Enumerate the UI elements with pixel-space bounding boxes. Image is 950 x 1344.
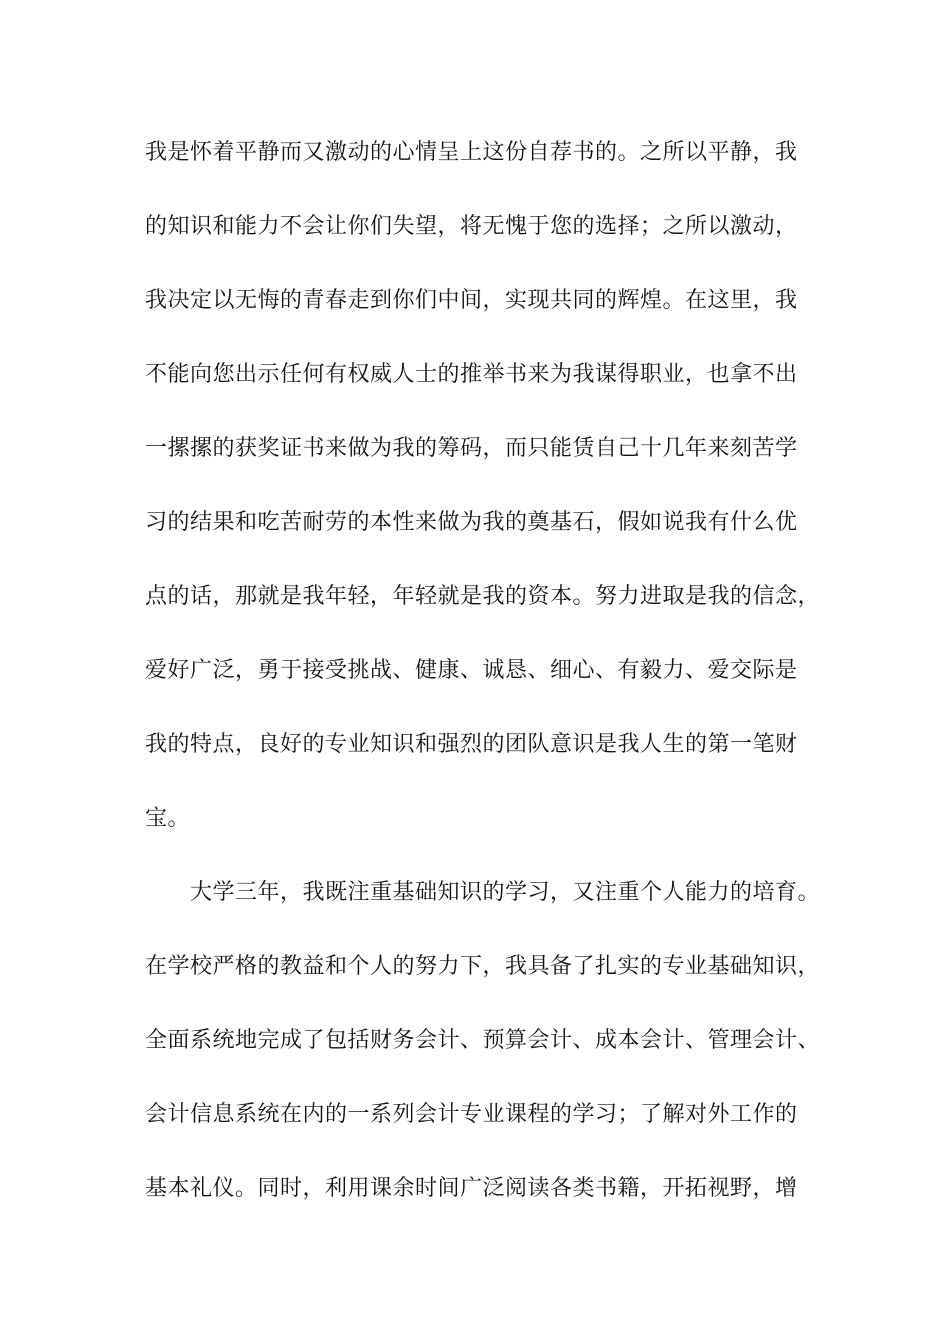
paragraph-2-line-2: 在学校严格的教益和个人的努力下，我具备了扎实的专业基础知识， (145, 954, 821, 979)
paragraph-1-line-1: 我是怀着平静而又激动的心情呈上这份自荐书的。之所以平静，我 (145, 140, 798, 165)
paragraph-1-line-7: 点的话，那就是我年轻，年轻就是我的资本。努力进取是我的信念， (145, 584, 821, 609)
paragraph-1-line-9: 我的特点，良好的专业知识和强烈的团队意识是我人生的第一笔财 (145, 732, 798, 757)
paragraph-1-line-3: 我决定以无悔的青春走到你们中间，实现共同的辉煌。在这里，我 (145, 288, 798, 313)
paragraph-2-line-4: 会计信息系统在内的一系列会计专业课程的学习；了解对外工作的 (145, 1102, 798, 1127)
paragraph-1-line-8: 爱好广泛，勇于接受挑战、健康、诚恳、细心、有毅力、爱交际是 (145, 658, 798, 683)
paragraph-1-line-4: 不能向您出示任何有权威人士的推举书来为我谋得职业，也拿不出 (145, 362, 798, 387)
paragraph-2-line-3: 全面系统地完成了包括财务会计、预算会计、成本会计、管理会计、 (145, 1028, 821, 1053)
paragraph-1-line-6: 习的结果和吃苦耐劳的本性来做为我的奠基石，假如说我有什么优 (145, 510, 798, 535)
paragraph-1-line-2: 的知识和能力不会让你们失望，将无愧于您的选择；之所以激动， (145, 214, 798, 239)
paragraph-1-line-10: 宝。 (145, 806, 191, 831)
paragraph-2-line-1: 大学三年，我既注重基础知识的学习，又注重个人能力的培育。 (145, 880, 821, 905)
paragraph-2-line-5: 基本礼仪。同时，利用课余时间广泛阅读各类书籍，开拓视野，增 (145, 1176, 798, 1201)
paragraph-1-line-5: 一摞摞的获奖证书来做为我的筹码，而只能赁自己十几年来刻苦学 (145, 436, 798, 461)
